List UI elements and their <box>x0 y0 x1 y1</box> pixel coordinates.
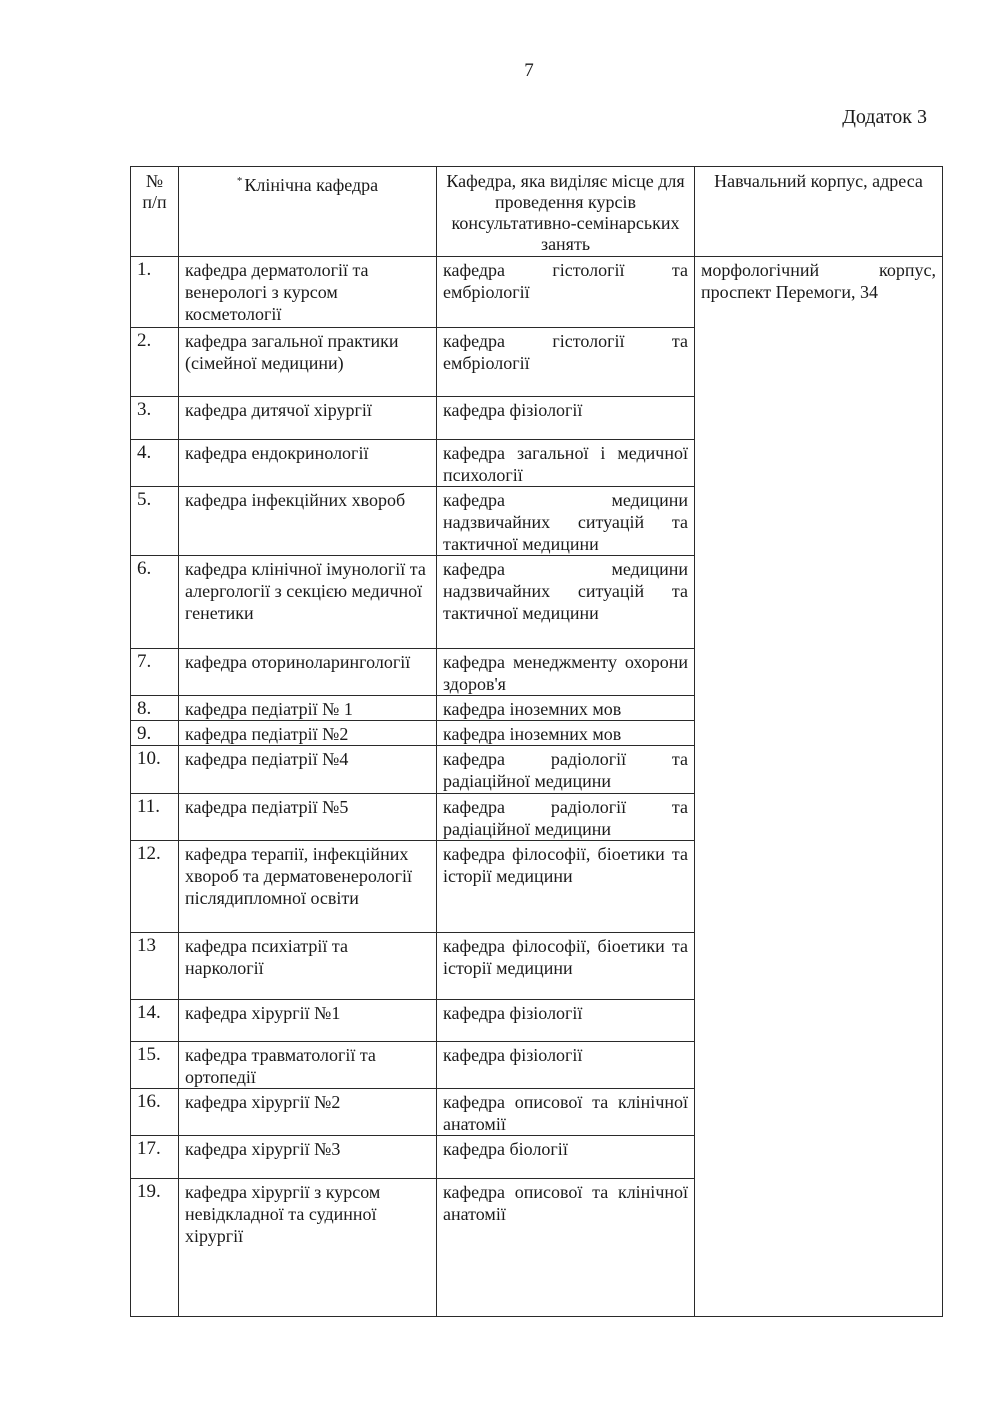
row-number: 8. <box>131 696 179 721</box>
clinical-department: кафедра ендокринології <box>179 440 437 487</box>
host-department: кафедра гістології та ембріології <box>437 328 695 397</box>
clinical-department: кафедра педіатрії №5 <box>179 794 437 841</box>
appendix-label: Додаток 3 <box>842 106 927 128</box>
row-number: 6. <box>131 556 179 649</box>
page-number: 7 <box>524 60 534 81</box>
building-address: морфологічний корпус, проспект Перемоги, 34 <box>695 257 943 1317</box>
host-department: кафедра біології <box>437 1136 695 1179</box>
clinical-department: кафедра хірургії з курсом невідкладної та судинної хірургії <box>179 1179 437 1317</box>
row-number: 5. <box>131 487 179 556</box>
row-number: 1. <box>131 257 179 328</box>
row-number: 9. <box>131 721 179 746</box>
clinical-department: кафедра педіатрії №2 <box>179 721 437 746</box>
table-header-row <box>131 167 943 257</box>
host-department: кафедра філософії, біоетики та історії медицини <box>437 933 695 1000</box>
clinical-department: кафедра клінічної імунології та алергології з секцією медичної генетики <box>179 556 437 649</box>
row-number: 13 <box>131 933 179 1000</box>
clinical-department: кафедра психіатрії та наркології <box>179 933 437 1000</box>
clinical-department: кафедра хірургії №2 <box>179 1089 437 1136</box>
table-row <box>131 257 943 328</box>
row-number: 19. <box>131 1179 179 1317</box>
row-number: 7. <box>131 649 179 696</box>
header-asterisk: * <box>236 175 243 187</box>
row-number: 2. <box>131 328 179 397</box>
host-department: кафедра описової та клінічної анатомії <box>437 1179 695 1317</box>
host-department: кафедра радіології та радіаційної медицини <box>437 746 695 794</box>
host-department: кафедра фізіології <box>437 1000 695 1042</box>
row-number: 11. <box>131 794 179 841</box>
host-department: кафедра медицини надзвичайних ситуацій та тактичної медицини <box>437 556 695 649</box>
host-department: кафедра медицини надзвичайних ситуацій та тактичної медицини <box>437 487 695 556</box>
host-department: кафедра філософії, біоетики та історії медицини <box>437 841 695 933</box>
clinical-department: кафедра дитячої хірургії <box>179 397 437 440</box>
clinical-department: кафедра хірургії №3 <box>179 1136 437 1179</box>
host-department: кафедра радіології та радіаційної медицини <box>437 794 695 841</box>
row-number: 15. <box>131 1042 179 1089</box>
row-number: 12. <box>131 841 179 933</box>
host-department: кафедра іноземних мов <box>437 696 695 721</box>
clinical-department: кафедра загальної практики (сімейної медицини) <box>179 328 437 397</box>
host-department: кафедра загальної і медичної психології <box>437 440 695 487</box>
clinical-department: кафедра терапії, інфекційних хвороб та дерматовенерології післядипломної освіти <box>179 841 437 933</box>
clinical-department: кафедра інфекційних хвороб <box>179 487 437 556</box>
host-department: кафедра менеджменту охорони здоров'я <box>437 649 695 696</box>
host-department: кафедра фізіології <box>437 397 695 440</box>
host-department: кафедра іноземних мов <box>437 721 695 746</box>
row-number: 3. <box>131 397 179 440</box>
header-address: Навчальний корпус, адреса <box>695 167 943 257</box>
row-number: 14. <box>131 1000 179 1042</box>
clinical-department: кафедра педіатрії № 1 <box>179 696 437 721</box>
row-number: 16. <box>131 1089 179 1136</box>
departments-table <box>130 166 943 1317</box>
row-number: 10. <box>131 746 179 794</box>
clinical-department: кафедра хірургії №1 <box>179 1000 437 1042</box>
header-clinical-department <box>179 167 437 257</box>
clinical-department: кафедра травматології та ортопедії <box>179 1042 437 1089</box>
header-clinical-label: Клінічна кафедра <box>244 175 379 195</box>
row-number: 4. <box>131 440 179 487</box>
clinical-department: кафедра дерматології та венерологі з курсом косметології <box>179 257 437 328</box>
header-host-department: Кафедра, яка виділяє місце для проведення курсів консультативно-семінарських занять <box>437 167 695 257</box>
row-number: 17. <box>131 1136 179 1179</box>
clinical-department: кафедра педіатрії №4 <box>179 746 437 794</box>
host-department: кафедра фізіології <box>437 1042 695 1089</box>
header-number: № п/п <box>131 167 179 257</box>
host-department: кафедра описової та клінічної анатомії <box>437 1089 695 1136</box>
host-department: кафедра гістології та ембріології <box>437 257 695 328</box>
clinical-department: кафедра оториноларингології <box>179 649 437 696</box>
